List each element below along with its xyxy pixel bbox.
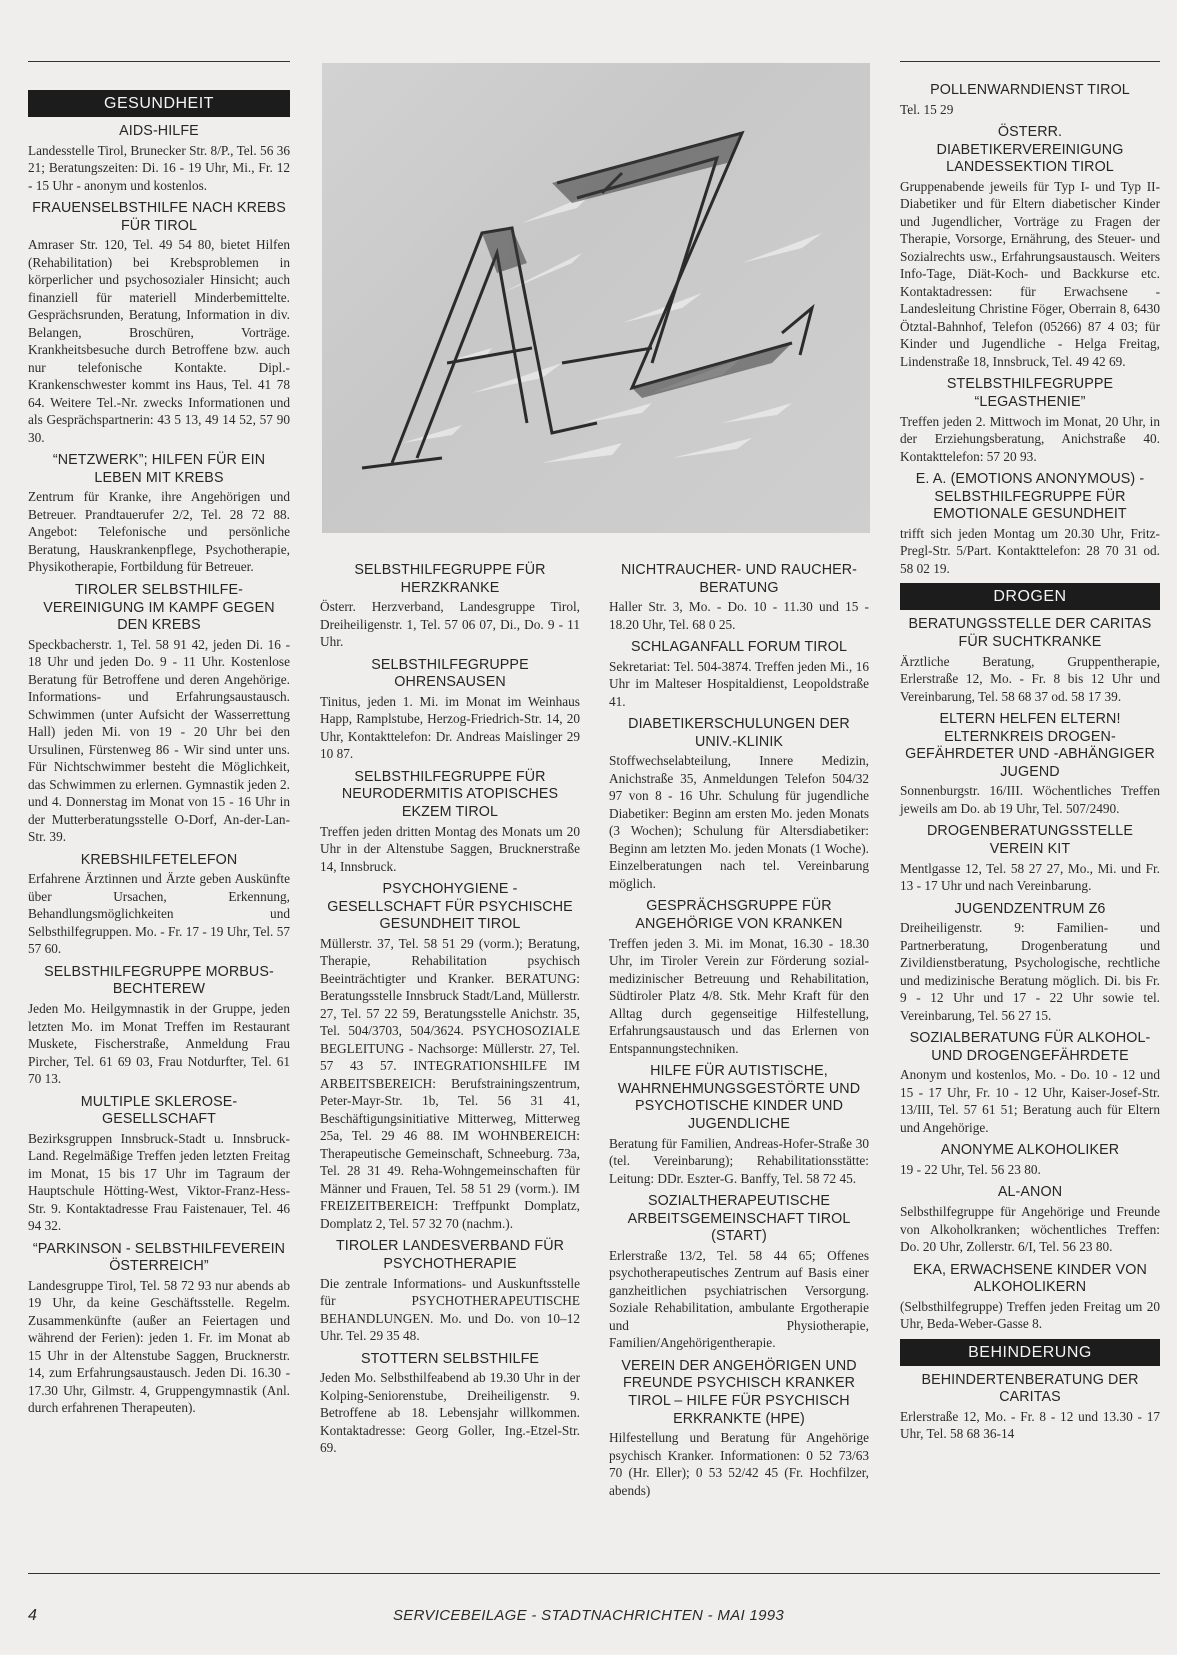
entry-text: (Selbsthilfegruppe) Treffen jeden Freitag um 20 Uhr, Beda-Weber-Gasse 8. xyxy=(900,1298,1160,1332)
entry-heading: SOZIALBERATUNG FÜR ALKOHOL- UND DROGENGEFÄHRDETE xyxy=(909,1030,1151,1064)
entry-text: Jeden Mo. Heilgymnastik in der Gruppe, jeden letzten Mo. im Monat Treffen im Restaurant Muskete, Fischerstraße, Anmeldung Frau Pircher, Tel. 61 69 03, Frau Notdurfter, Tel. 61 70 13. xyxy=(28,1001,290,1087)
entry-heading: DROGENBERATUNGSSTELLE VEREIN KIT xyxy=(926,823,1133,857)
entry-heading: EKA, ERWACHSENE KINDER VON ALKOHOLIKERN xyxy=(913,1261,1147,1296)
bottom-rule xyxy=(28,1573,1160,1574)
entry-text: Dreiheiligenstr. 9: Familien- und Partnerberatung, Drogenberatung und Zivildienstberatung, Psychologische, rechtliche und medizinische Beratung möglich. Di. bis Fr. 9 - 12 Uhr und 17 - 22 Uhr sowie tel. Vereinbarung, Tel. 56 27 15. xyxy=(900,920,1160,1023)
entry-text: Erlerstraße 13/2, Tel. 58 44 65; Offenes psychotherapeutisches Zentrum auf Basis einer ganzheitlichen psychiatrischen Versorgung. Soziale Rehabilitation, ambulante Ergotherapie und Physiotherapie, Familien/Angehörigentherapie. xyxy=(609,1247,869,1351)
entry-text: Bezirksgruppen Innsbruck-Stadt u. Innsbruck-Land. Regelmäßige Treffen jeden letzten Freitag im Monat, 15 bis 17 Uhr im Tagraum der Hauptschule Hötting-West, Viktor-Franz-Hess-Str. 9. Kontaktadresse Frau Faistenauer, Tel. 46 94 32. xyxy=(28,1130,290,1234)
entry-heading: “NETZWERK”; HILFEN FÜR EIN LEBEN MIT KREBS xyxy=(52,452,266,486)
entry-text: Gruppenabende jeweils für Typ I- und Typ II-Diabetiker und für Eltern diabetischer Kinder und Jugendlicher, Vorträge zu Fragen der Therapie, Vorsorge, Ernährung, des Steuer- und Sozialrechts usw., Erfahrungsaustausch. Weiters Info-Tage, Diät-Koch- und Backkurse etc. Kontaktadressen: für Erwachsene - Landesleitung Christine Föger, Oberrain 8, 6430 Ötztal-Bahnhof, Telefon (05266) 87 4 03; für Kinder und Jugendliche - Helga Freitag, Lindenstraße 18, Innsbruck, Tel. 49 42 69. xyxy=(900,178,1160,369)
column-3 xyxy=(609,560,869,1505)
entry-heading: STOTTERN SELBSTHILFE xyxy=(360,1350,540,1367)
entry-heading: HILFE FÜR AUTISTISCHE, WAHRNEHMUNGSGESTÖRTE UND PSYCHOTISCHE KINDER UND JUGENDLICHE xyxy=(617,1063,861,1132)
entry-heading: STELBSTHILFEGRUPPE “LEGASTHENIE” xyxy=(946,376,1114,410)
entry-text: Amraser Str. 120, Tel. 49 54 80, bietet Hilfen (Rehabilitation) bei Krebsproblemen in körperlicher und psychosozialer Hinsicht; auch finanziell für materiell Minderbemittelte. Gesprächsrunden, Beratung, Information in div. Belangen, Broschüren, Vorträge. Krankheitsbesuche durch Betroffene bzw. auch nur telefonische Kontakte. Dipl.-Krankenschwester kommt ins Haus, Tel. 41 78 64. Weitere Tel.-Nr. zwecks Informationen und als Gesprächspartnerin: 43 5 13, 49 14 52, 57 90 30. xyxy=(28,237,290,445)
entry-heading: ANONYME ALKOHOLIKER xyxy=(940,1142,1120,1159)
entry-heading: NICHTRAUCHER- UND RAUCHER-BERATUNG xyxy=(620,562,858,596)
entry-heading: SCHLAGANFALL FORUM TIROL xyxy=(630,639,848,656)
entry-text: Landesstelle Tirol, Brunecker Str. 8/P., Tel. 56 36 21; Beratungszeiten: Di. 16 - 19 Uhr, Mi., Fr. 12 - 15 Uhr - anonym und kostenlos. xyxy=(28,142,290,193)
entry-text: Jeden Mo. Selbsthilfeabend ab 19.30 Uhr in der Kolping-Seniorenstube, Dreiheiligenstr. 9. Betroffene ab 18. Lebensjahr willkommen. Kontaktadresse: Georg Goller, Ing.-Etzel-Str. 69. xyxy=(320,1370,580,1456)
entry-heading: SELBSTHILFEGRUPPE MORBUS-BECHTEREW xyxy=(44,963,274,998)
entry-heading: BEHINDERTENBERATUNG DER CARITAS xyxy=(921,1371,1139,1406)
entry-heading: ÖSTERR. DIABETIKERVEREINIGUNG LANDESSEKTION TIROL xyxy=(936,124,1124,176)
entry-heading: PSYCHOHYGIENE - GESELLSCHAFT FÜR PSYCHISCHE GESUNDHEIT TIROL xyxy=(327,881,573,933)
entry-text: Landesgruppe Tirol, Tel. 58 72 93 nur abends ab 19 Uhr, da keine Geschäftsstelle. Regelm. Zusammenkünfte (außer an Feiertagen und während der Ferien): jeden 1. Fr. im Monat ab 15 Uhr in der Altenstube Saggen, Brucknerstr. 14, zum Erfahrungsaustausch. Jeden Di. 16.30 - 17.30 Uhr, Gilmstr. 4, Gruppengymnastik (Anl. durch erfahrenen Therapeuten). xyxy=(28,1277,290,1416)
entry-text: Treffen jeden 2. Mittwoch im Monat, 20 Uhr, in der Erziehungsberatung, Anichstraße 40. Kontakttelefon: 57 20 93. xyxy=(900,413,1160,464)
entry-heading: AL-ANON xyxy=(997,1184,1063,1201)
entry-text: Beratung für Familien, Andreas-Hofer-Straße 30 (tel. Vereinbarung); Rehabilitationsstätte: Leitung: DDr. Eszter-G. Banffy, Tel. 58 72 45. xyxy=(609,1135,869,1186)
entry-heading: VEREIN DER ANGEHÖRIGEN UND FREUNDE PSYCHISCH KRANKER TIROL – HILFE FÜR PSYCHISCH ERKRANKTE (HPE) xyxy=(621,1357,857,1427)
footer-title: SERVICEBEILAGE - STADTNACHRICHTEN - MAI 1993 xyxy=(392,1607,785,1624)
hero-image xyxy=(322,63,870,533)
column-4 xyxy=(900,80,1160,1449)
column-gesundheit xyxy=(28,86,290,1423)
entry-heading: SELBSTHILFEGRUPPE OHRENSAUSEN xyxy=(371,656,529,691)
entry-heading: SELBSTHILFEGRUPPE FÜR HERZKRANKE xyxy=(354,562,546,596)
entry-heading: SOZIALTHERAPEUTISCHE ARBEITSGEMEINSCHAFT TIROL (START) xyxy=(627,1193,851,1245)
entry-text: Die zentrale Informations- und Auskunftsstelle für PSYCHOTHERAPEUTISCHE BEHANDLUNGEN. Mo. und Do. von 10–12 Uhr. Tel. 29 35 48. xyxy=(320,1275,580,1344)
entry-text: Ärztliche Beratung, Gruppentherapie, Erlerstraße 12, Mo. - Fr. 8 bis 12 Uhr und Vereinbarung, Tel. 58 68 37 od. 58 17 39. xyxy=(900,653,1160,704)
entry-text: Mentlgasse 12, Tel. 58 27 27, Mo., Mi. und Fr. 13 - 17 Uhr und nach Vereinbarung. xyxy=(900,860,1160,894)
entry-heading: TIROLER SELBSTHILFE-VEREINIGUNG IM KAMPF GEGEN DEN KREBS xyxy=(43,581,275,634)
entry-heading: “PARKINSON - SELBSTHILFEVEREIN ÖSTERREICH” xyxy=(32,1240,286,1275)
section-bar-drogen: DROGEN xyxy=(900,583,1160,610)
entry-heading: SELBSTHILFEGRUPPE FÜR NEURODERMITIS ATOPISCHES EKZEM TIROL xyxy=(341,768,559,821)
entry-text: Treffen jeden 3. Mi. im Monat, 16.30 - 18.30 Uhr, im Tiroler Verein zur Förderung sozial-medizinischer Betreuung und Rehabilitation, Südtiroler Platz 4/8. Stk. Mehr Kraft für den Alltag durch gegenseitige Hilfestellung, Erfahrungsaustausch und das Erlernen von Entspannungstechniken. xyxy=(609,935,869,1056)
entry-text: Hilfestellung und Beratung für Angehörige psychisch Kranker. Informationen: 0 52 73/63 70 (Hr. Eller); 0 53 52/42 45 (Fr. Hochfilzer, abends) xyxy=(609,1430,869,1498)
entry-heading: FRAUENSELBSTHILFE NACH KREBS FÜR TIROL xyxy=(32,200,286,234)
entry-heading: GESPRÄCHSGRUPPE FÜR ANGEHÖRIGE VON KRANKEN xyxy=(635,898,843,933)
entry-heading: AIDS-HILFE xyxy=(119,123,199,139)
entry-text: Tel. 15 29 xyxy=(900,101,954,117)
top-rule-right xyxy=(900,61,1160,62)
entry-heading: ELTERN HELFEN ELTERN! ELTERNKREIS DROGEN-GEFÄHRDETER UND -ABHÄNGIGER JUGEND xyxy=(905,711,1155,780)
entry-text: Müllerstr. 37, Tel. 58 51 29 (vorm.); Beratung, Therapie, Rehabilitation psychisch Beeinträchtigter und Kranker. BERATUNG: Beratungsstelle Innsbruck Stadt/Land, Müllerstr. 27, Tel. 57 22 59, Beratungsstelle Anichstr. 35, Tel. 504/3703, 504/3624. PSYCHOSOZIALE BEGLEITUNG - Nachsorge: Müllerstr. 27, Tel. 57 43 57. INTEGRATIONSHILFE IM ARBEITSBEREICH: Berufstrainingszentrum, Peter-Mayr-Str. 1b, Tel. 56 31 41, Beschäftigungsinitiative Mitterweg, Mitterweg 25a, Tel. 29 46 88. IM WOHNBEREICH: Therapeutische Gemeinschaft, Schneeburg. 73a, Tel. 28 31 49. Reha-Wohngemeinschaften für Männer und Frauen, Tel. 58 51 29 (vorm.). IM FREIZEITBEREICH: Treffpunkt Domplatz, Domplatz 2, Tel. 57 32 70 (nachm.). xyxy=(320,935,580,1231)
entry-heading: TIROLER LANDESVERBAND FÜR PSYCHOTHERAPIE xyxy=(335,1238,565,1273)
entry-text: Selbsthilfegruppe für Angehörige und Freunde von Alkoholkranken; wöchentliches Treffen: Do. 20 Uhr, Zollerstr. 6/I, Tel. 56 23 80. xyxy=(900,1204,1160,1255)
entry-text: Treffen jeden dritten Montag des Monats um 20 Uhr in der Altenstube Saggen, Brucknerstraße 14, Innsbruck. xyxy=(320,823,580,874)
hero-az-graphic xyxy=(322,63,870,533)
entry-heading: DIABETIKERSCHULUNGEN DER UNIV.-KLINIK xyxy=(628,716,850,750)
entry-text: Stoffwechselabteilung, Innere Medizin, Anichstraße 35, Anmeldungen Telefon 504/32 97 von 8 - 16 Uhr. Schulung für jugendliche Diabetiker: Beginn am ersten Mo. jeden Monats (3 Wochen); Schulung für Altersdiabetiker: Beginn am letzten Mo. jeden Monats (1 Woche). Einzelberatungen nach tel. Vereinbarung möglich. xyxy=(609,753,869,891)
entry-text: Österr. Herzverband, Landesgruppe Tirol, Dreiheiligenstr. 1, Tel. 57 06 07, Di., Do. 9 - 11 Uhr. xyxy=(320,599,580,650)
entry-text: Erlerstraße 12, Mo. - Fr. 8 - 12 und 13.30 - 17 Uhr, Tel. 58 68 36-14 xyxy=(900,1408,1160,1442)
section-bar-behinderung: BEHINDERUNG xyxy=(900,1339,1160,1366)
entry-text: Haller Str. 3, Mo. - Do. 10 - 11.30 und 15 - 18.20 Uhr, Tel. 68 0 25. xyxy=(609,599,869,632)
section-bar-gesundheit: GESUNDHEIT xyxy=(28,90,290,117)
entry-heading: E. A. (EMOTIONS ANONYMOUS) - SELBSTHILFEGRUPPE FÜR EMOTIONALE GESUNDHEIT xyxy=(915,471,1145,523)
entry-text: Anonym und kostenlos, Mo. - Do. 10 - 12 und 15 - 17 Uhr, Fr. 10 - 12 Uhr, Kaiser-Josef-Str. 13/III, Tel. 57 61 51; Beratung auch für Eltern und Angehörige. xyxy=(900,1067,1160,1135)
entry-heading: KREBSHILFETELEFON xyxy=(80,851,238,868)
entry-heading: JUGENDZENTRUM Z6 xyxy=(954,900,1106,917)
entry-text: Sekretariat: Tel. 504-3874. Treffen jeden Mi., 16 Uhr im Malteser Hospitaldienst, Leopoldstraße 41. xyxy=(609,658,869,709)
page-number: 4 xyxy=(28,1607,37,1624)
entry-heading: MULTIPLE SKLEROSE-GESELLSCHAFT xyxy=(80,1093,238,1128)
top-rule-left xyxy=(28,61,290,62)
entry-text: Sonnenburgstr. 16/III. Wöchentliches Treffen jeweils am Do. ab 19 Uhr, Tel. 507/2490. xyxy=(900,783,1160,816)
entry-heading: POLLENWARNDIENST TIROL xyxy=(930,82,1130,98)
entry-text: Zentrum für Kranke, ihre Angehörigen und Betreuer. Prandtauerufer 2/2, Tel. 28 72 88. Angebot: Telefonische und persönliche Beratung, Hauskrankenpflege, Psychotherapie, Physikotherapie, Fortbildung für Betreuer. xyxy=(28,489,290,575)
entry-text: Speckbacherstr. 1, Tel. 58 91 42, jeden Di. 16 - 18 Uhr und jeden Do. 9 - 11 Uhr. Kostenlose Beratung für Betroffene und deren Angehörige. Informations- und Erfahrungsaustausch. Schwimmen (unter Aufsicht der Wasserrettung Hall) jeden Mi. von 19 - 20 Uhr bei den Ursulinen, Fürstenweg 86 - Wir sind unter uns. Für Nichtschwimmer besteht die Möglichkeit, das Schwimmen zu erlernen. Gymnastik jeden 2. und 4. Donnerstag im Monat von 15 - 16 Uhr in der Mutterberatungsstelle O-Dorf, An-der-Lan-Str. 39. xyxy=(28,636,290,845)
entry-text: Tinitus, jeden 1. Mi. im Monat im Weinhaus Happ, Ramplstube, Herzog-Friedrich-Str. 14, 20 Uhr, Kontakttelefon: Dr. Andreas Maislinger 29 10 87. xyxy=(320,693,580,762)
entry-heading: BERATUNGSSTELLE DER CARITAS FÜR SUCHTKRANKE xyxy=(908,616,1152,650)
entry-text: Erfahrene Ärztinnen und Ärzte geben Auskünfte über Ursachen, Erkennung, Behandlungsmöglichkeiten und Selbsthilfegruppen. Mo. - Fr. 17 - 19 Uhr, Tel. 57 57 60. xyxy=(28,871,290,957)
entry-text: trifft sich jeden Montag um 20.30 Uhr, Fritz-Pregl-Str. 5/Part. Kontakttelefon: 28 70 31 od. 58 02 19. xyxy=(900,525,1160,576)
entry-text: 19 - 22 Uhr, Tel. 56 23 80. xyxy=(900,1161,1041,1177)
column-2 xyxy=(320,560,580,1463)
